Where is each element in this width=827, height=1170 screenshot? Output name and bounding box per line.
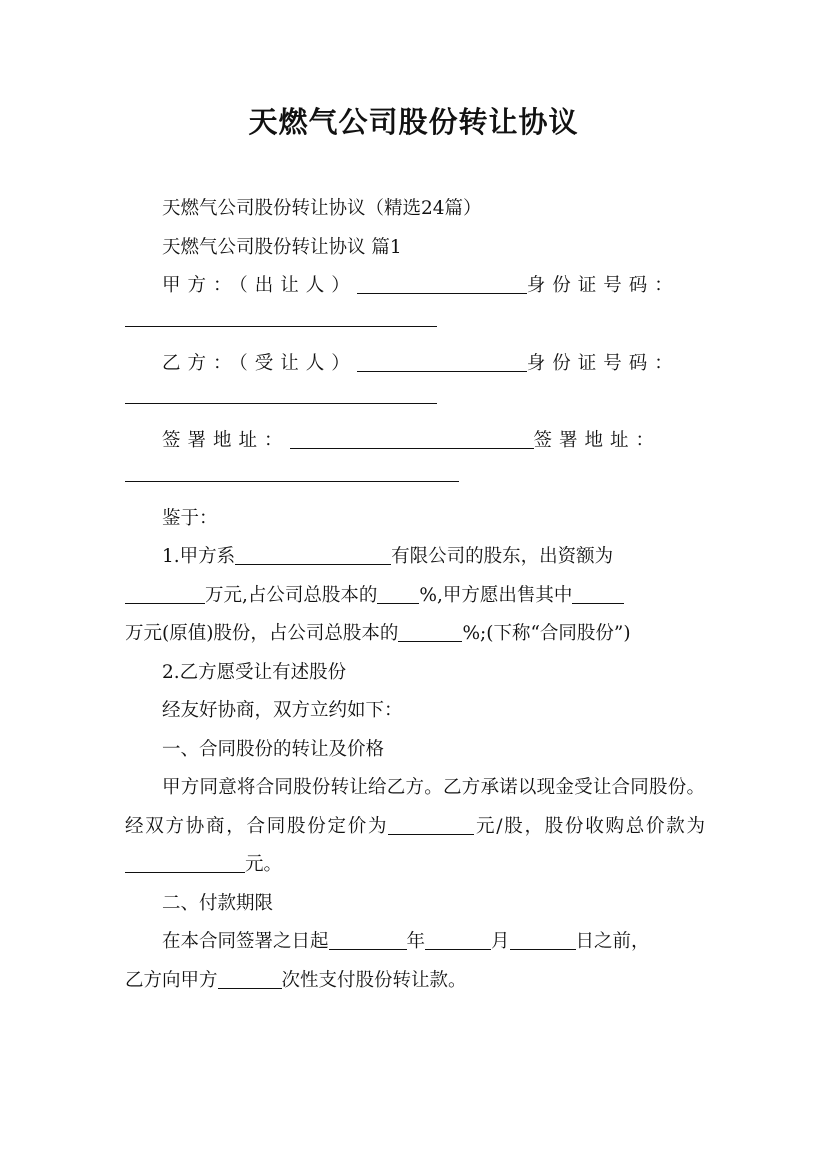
total-price-blank bbox=[125, 853, 245, 873]
sign-place-line bbox=[125, 422, 705, 461]
price-per-share-blank bbox=[388, 814, 474, 834]
clause-1-text-b: 有限公司的股东，出资额为 bbox=[391, 546, 614, 567]
party-a-id-label: 身份证号码： bbox=[526, 275, 680, 296]
party-a-line bbox=[125, 267, 705, 306]
document-title: 天燃气公司股份转让协议 bbox=[248, 105, 579, 139]
clause-1-line-1 bbox=[125, 538, 705, 577]
article-heading: 天燃气公司股份转让协议 篇1 bbox=[162, 236, 402, 258]
party-a-id-blank bbox=[125, 306, 437, 327]
month-blank bbox=[425, 930, 491, 950]
section-1-text-c: 元。 bbox=[245, 854, 283, 875]
collection-heading: 天燃气公司股份转让协议（精选24篇） bbox=[162, 198, 482, 219]
section-2-text-d: 日之前， bbox=[575, 931, 650, 952]
day-blank bbox=[510, 930, 576, 950]
clause-1-line-2 bbox=[125, 577, 705, 616]
total-percent-blank bbox=[377, 583, 419, 603]
section-2-text-b: 年 bbox=[406, 931, 426, 952]
section-2-text-f: 次性支付股份转让款。 bbox=[281, 969, 467, 991]
section-2-text-e: 乙方向甲方 bbox=[125, 969, 218, 991]
party-a-name-blank bbox=[357, 274, 527, 294]
clause-1-line-3 bbox=[125, 615, 705, 654]
section-2-line-2 bbox=[125, 962, 705, 1001]
clause-1-text-f: %;(下称“合同股份”) bbox=[462, 623, 631, 644]
section-2-text-c: 月 bbox=[491, 931, 510, 952]
clause-1-text-c: 万元,占公司总股本的 bbox=[205, 584, 378, 606]
section-2-line-1 bbox=[125, 923, 705, 962]
whereas-heading: 鉴于： bbox=[162, 507, 218, 529]
payment-count-blank bbox=[218, 968, 282, 988]
year-blank bbox=[329, 930, 407, 950]
sale-percent-blank bbox=[398, 622, 462, 642]
document-body bbox=[125, 190, 705, 1000]
party-b-name-blank bbox=[357, 351, 527, 371]
clause-2: 2.乙方愿受让有述股份 bbox=[162, 661, 347, 683]
section-2-heading: 二、付款期限 bbox=[162, 892, 274, 914]
section-1-text-b: 元/股，股份收购总价款为 bbox=[474, 815, 705, 837]
company-name-blank bbox=[235, 545, 391, 565]
section-1-paragraph bbox=[125, 769, 705, 885]
party-a-label: 甲方：（出让人） bbox=[162, 275, 357, 296]
sign-place-blank-1 bbox=[290, 429, 534, 449]
party-b-id-label: 身份证号码： bbox=[526, 352, 680, 374]
party-b-label: 乙方：（受让人） bbox=[162, 352, 357, 374]
clause-1-text-d: %,甲方愿出售其中 bbox=[419, 584, 573, 606]
sale-amount-blank bbox=[572, 583, 624, 603]
sign-place-label-1: 签署地址： bbox=[162, 430, 290, 451]
section-2-text-a: 在本合同签署之日起 bbox=[162, 931, 329, 952]
section-1-text-a: 甲方同意将合同股份转让给乙方。乙方承诺以现金受让合同股份。经双方协商，合同股份定价为 bbox=[125, 777, 705, 837]
agreement-intro: 经友好协商，双方立约如下： bbox=[162, 700, 403, 721]
clause-1-text-a: 1.甲方系 bbox=[162, 546, 236, 567]
sign-place-blank-2 bbox=[125, 461, 459, 482]
section-1-heading: 一、合同股份的转让及价格 bbox=[162, 738, 385, 760]
clause-1-text-e: 万元(原值)股份，占公司总股本的 bbox=[125, 623, 399, 644]
sign-place-label-2: 签署地址： bbox=[533, 430, 662, 451]
party-b-line bbox=[125, 345, 705, 384]
capital-amount-blank bbox=[125, 583, 205, 603]
party-b-id-blank bbox=[125, 383, 437, 404]
